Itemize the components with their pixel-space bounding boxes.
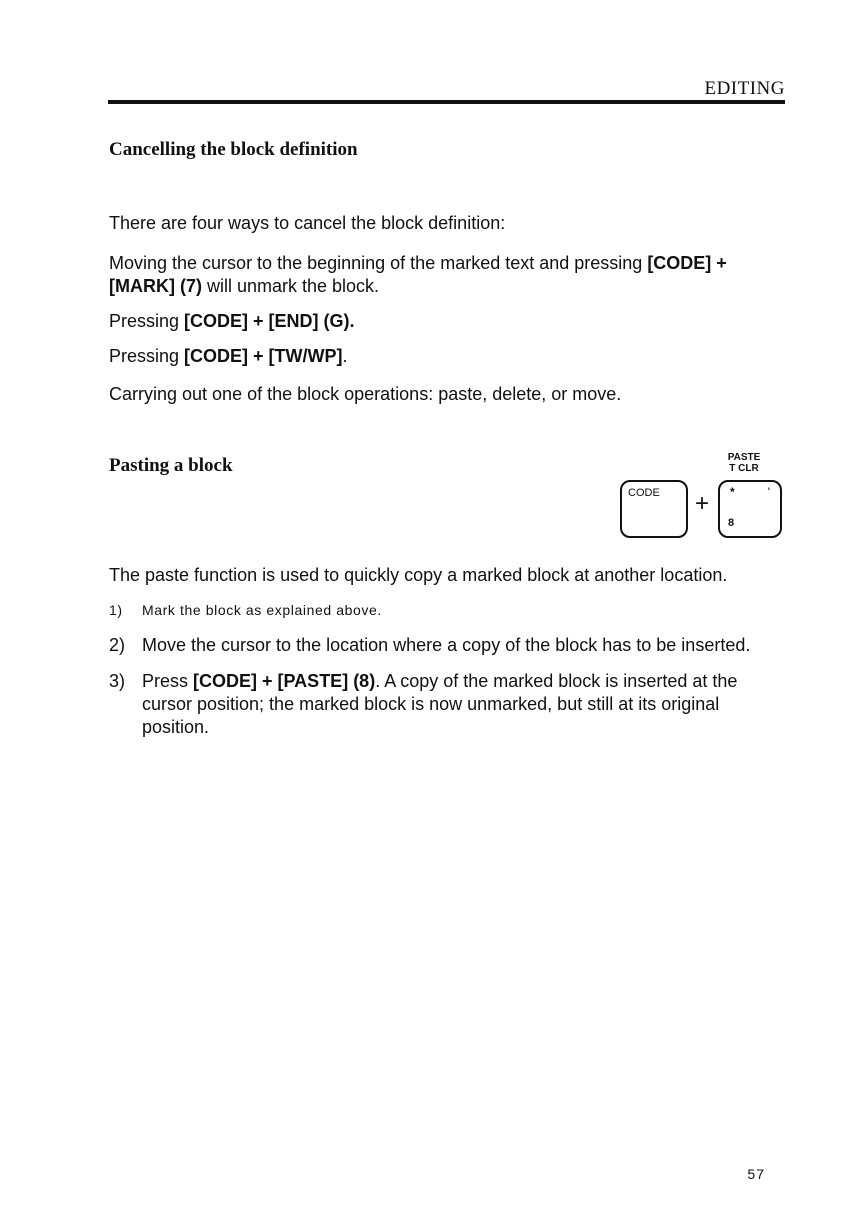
cancel-intro: There are four ways to cancel the block definition: [109, 213, 506, 233]
cancel-way-4: Carrying out one of the block operations: paste, delete, or move. [109, 384, 622, 404]
section-heading-pasting: Pasting a block [109, 455, 233, 476]
page-number: 57 [747, 1166, 765, 1182]
cancel-way-3 [109, 345, 789, 368]
paste-step-2-number: 2) [109, 635, 126, 655]
paste-step-3-number: 3) [109, 671, 126, 691]
cancel-way-2-key: [CODE] + [END] (G). [184, 311, 355, 331]
cancel-way-1-key-b: [MARK] (7) [109, 276, 202, 296]
paste-step-3-key: [CODE] + [PASTE] (8) [193, 671, 376, 691]
plus-sign: + [695, 490, 710, 517]
cancel-way-1-text-b: will unmark the block. [201, 276, 380, 296]
paste-key-icon [718, 480, 782, 538]
paste-step-3 [109, 670, 789, 742]
paste-intro: The paste function is used to quickly copy a marked block at another location. [109, 565, 728, 585]
cancel-way-2-text: Pressing [109, 311, 185, 331]
paste-step-2-text: Move the cursor to the location where a copy of the block has to be inserted. [142, 635, 751, 655]
paste-key-legend-top-right: ' [767, 485, 770, 499]
paste-step-3-text-b: . A copy of the marked block is inserted at the cursor position; the marked block is now unmarked, but still at its original position. [142, 671, 738, 737]
section-heading-cancelling: Cancelling the block definition [109, 139, 358, 160]
running-head: EDITING [704, 78, 785, 99]
paste-key-legend-top-left: * [730, 485, 735, 499]
cancel-way-1-key-a: [CODE] + [647, 253, 727, 273]
paste-key-caption-line2: T CLR [729, 463, 759, 474]
cancel-way-1-text-a: Moving the cursor to the beginning of the marked text and pressing [109, 253, 648, 273]
paste-step-3-text [142, 670, 789, 739]
cancel-way-3-text: Pressing [109, 346, 185, 366]
paste-key-caption [724, 452, 764, 474]
cancel-way-3-key: [CODE] + [TW/WP] [184, 346, 343, 366]
paste-step-2 [109, 634, 789, 658]
paste-step-1-number: 1) [109, 602, 123, 618]
paste-key-caption-line1: PASTE [727, 452, 761, 463]
paste-step-1 [109, 599, 789, 621]
cancel-way-1 [109, 252, 789, 298]
code-key-icon [620, 480, 688, 538]
paste-step-1-text: Mark the block as explained above. [142, 602, 382, 618]
cancel-way-2 [109, 310, 789, 333]
code-key-label: CODE [628, 487, 660, 499]
header-rule [108, 100, 785, 104]
key-combination-diagram [620, 452, 790, 552]
cancel-way-3-end: . [342, 346, 348, 366]
paste-step-3-text-a: Press [142, 671, 194, 691]
paste-key-legend-bottom-left: 8 [728, 517, 735, 529]
